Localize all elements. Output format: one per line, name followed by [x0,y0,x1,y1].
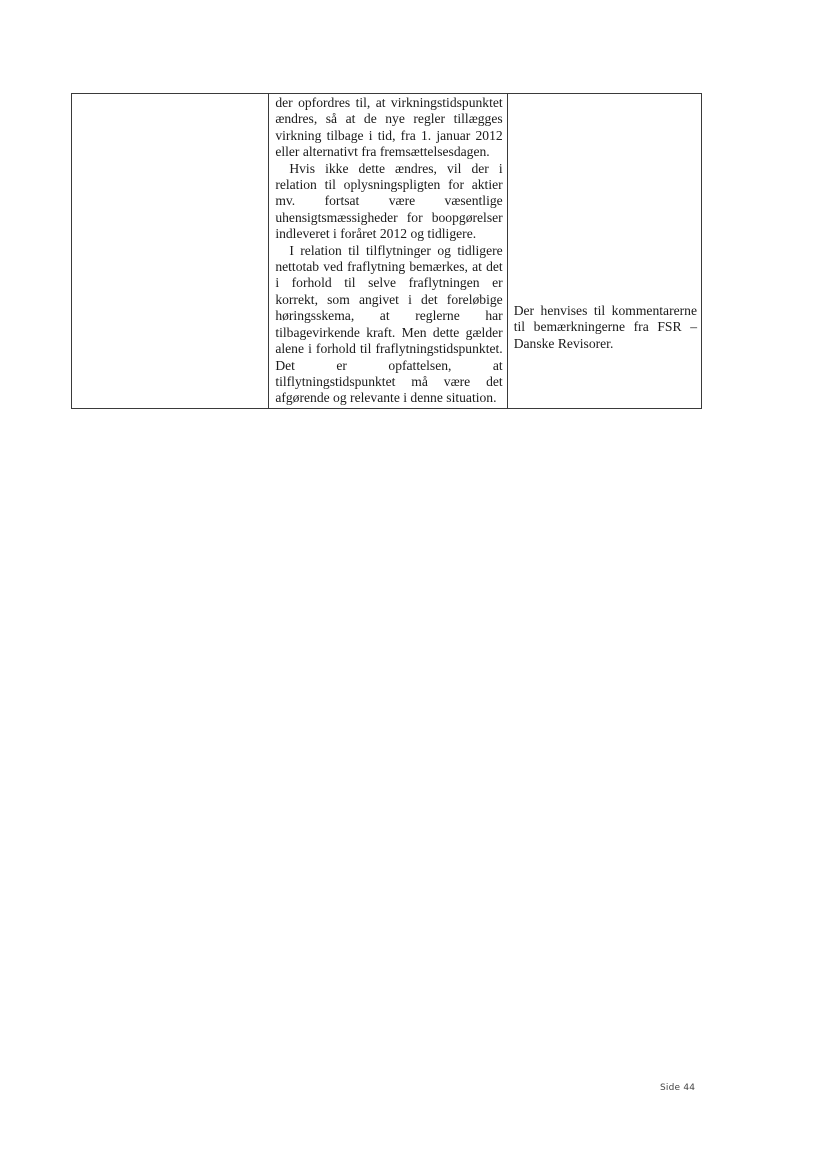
response-paragraph: Der henvises til kommentarerne til bemærkningerne fra FSR – Danske Revisorer. [513,303,697,351]
cell-text [72,94,268,96]
comment-paragraph: I relation til tilflytninger og tidligere nettotab ved fraflytning bemærkes, at det i forhold til selve fraflytningen er korrekt, som angivet i det foreløbige høringsskema, at reglerne har tilbagevirkende kraft. Men dette gælder alene i forhold til fraflytningstidspunktet. Det er opfattelsen, at tilflytningstidspunktet må være det afgørende og relevante i denne situation. [275,242,503,406]
table-row [72,94,702,409]
comments-table [71,93,702,409]
comment-paragraph: der opfordres til, at virkningstidspunktet ændres, så at de nye regler tillægges virkning tilbage i tid, fra 1. januar 2012 eller alternativt fra fremsættelsesdagen. [275,95,503,160]
response-text-block [508,94,701,353]
comment-paragraph: Hvis ikke dette ændres, vil der i relation til oplysningspligten for aktier mv. fortsat være væsentlige uhensigtsmæssigheder for boopgørelser indleveret i foråret 2012 og tidligere. [275,160,503,242]
comment-text-block [269,94,506,408]
table-cell-empty [72,94,269,409]
table-cell-comment [269,94,507,409]
table-cell-response [507,94,701,409]
page-number: Side 44 [660,1083,696,1093]
